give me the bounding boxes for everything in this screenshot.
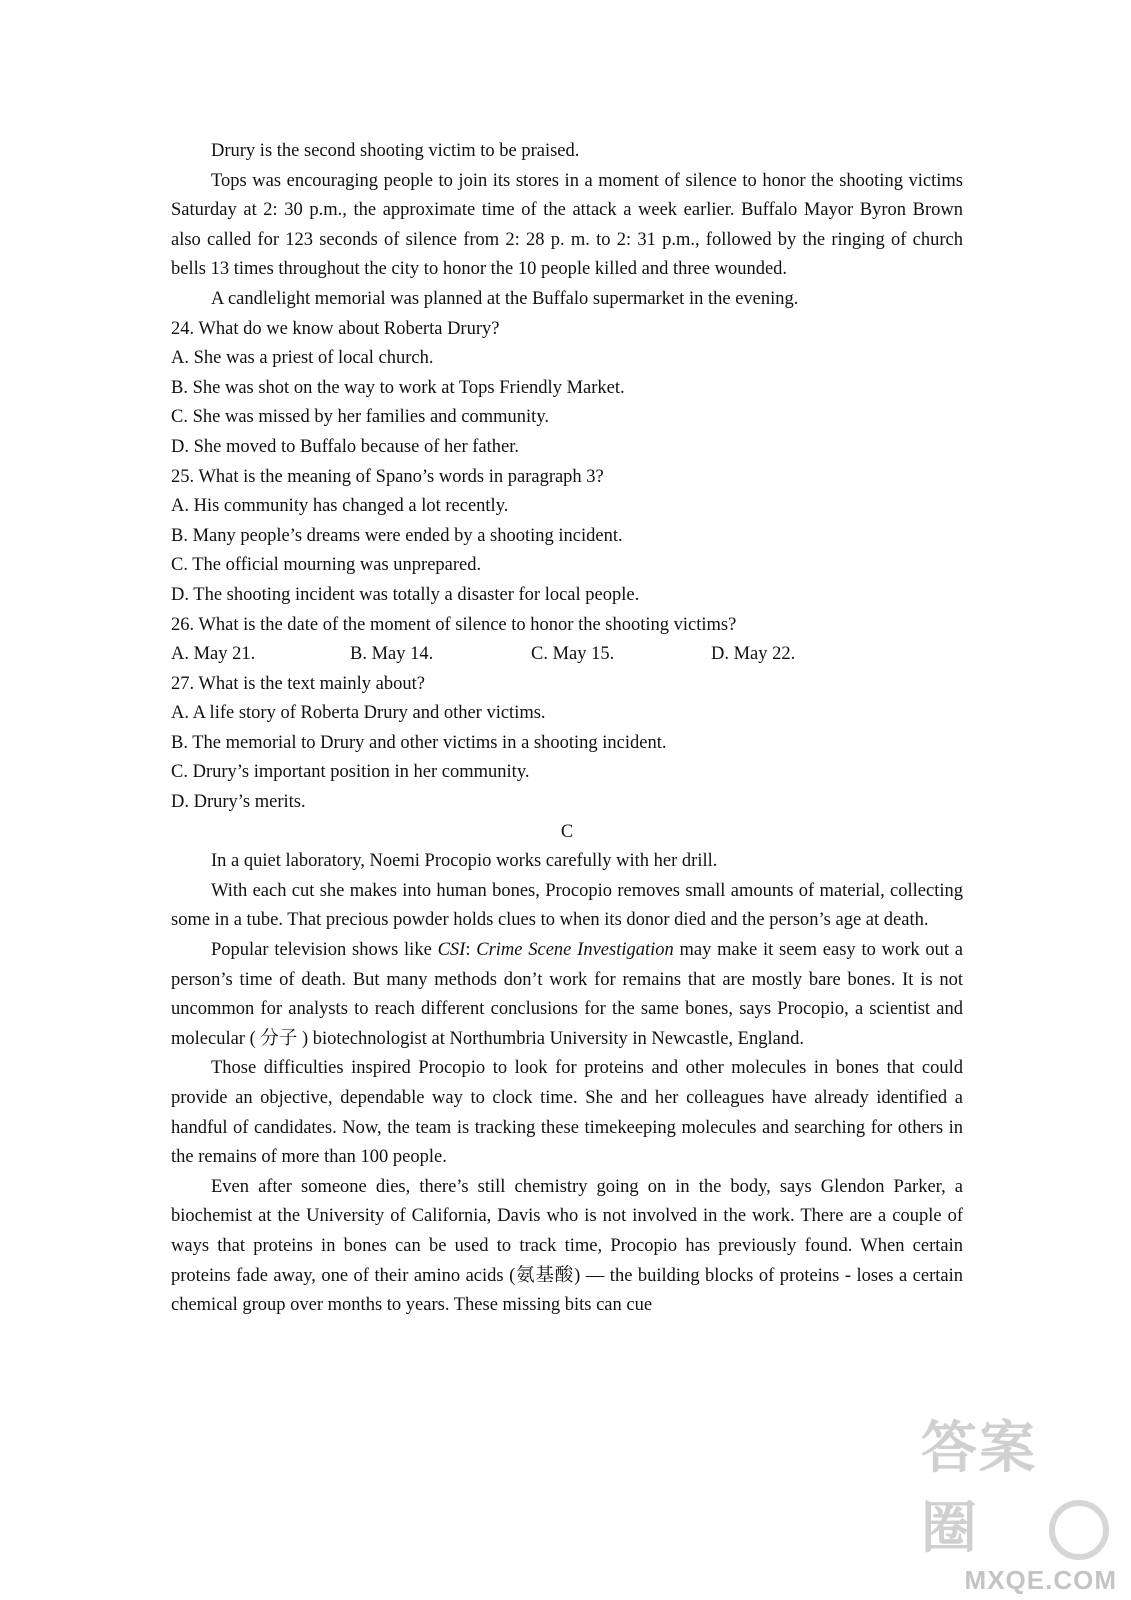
- option-a: A. May 21.: [171, 644, 256, 665]
- paragraph-difficulties: Those difficulties inspired Procopio to look for proteins and other molecules in bones that could provide an objective, dependable way to clock time. She and her colleagues have already identified a handful of candidates. Now, the team is tracking these timekeeping molecules and searching for others in the remains of more than 100 people.: [171, 1058, 963, 1168]
- section-heading-c: C: [560, 821, 574, 842]
- option-b: B. May 14.: [350, 644, 434, 665]
- document-page: [171, 137, 963, 1321]
- show-title-csi: CSI: [437, 940, 466, 961]
- watermark-logo: [921, 1416, 1131, 1600]
- option-c: C. May 15.: [531, 644, 615, 665]
- text-segment: :: [465, 940, 477, 961]
- paragraph-drury-praised: Drury is the second shooting victim to be praised.: [211, 141, 580, 161]
- watermark-chinese-text: 答案圈: [921, 1416, 1037, 1561]
- paragraph-chemistry: Even after someone dies, there’s still chemistry going on in the body, says Glendon Parker, a biochemist at the University of California, Davis who is not involved in the work. There are a couple of ways that proteins in bones can be used to track time, Procopio has previously found. When certain proteins fade away, one of their amino acids (氨基酸) — the building blocks of proteins - loses a certain chemical group over months to years. These missing bits can cue: [171, 1176, 963, 1316]
- option-c: C. The official mourning was unprepared.: [171, 555, 482, 576]
- question-27: [171, 670, 963, 818]
- option-b: B. Many people’s dreams were ended by a shooting incident.: [171, 525, 623, 546]
- option-b: B. The memorial to Drury and other victims in a shooting incident.: [171, 732, 667, 753]
- option-a: A. She was a priest of local church.: [171, 348, 434, 369]
- paragraph-bone-cuts: With each cut she makes into human bones, Procopio removes small amounts of material, collecting some in a tube. That precious powder holds clues to when its donor died and the person’s age at death.: [171, 880, 963, 931]
- paragraph-candlelight-memorial: A candlelight memorial was planned at the Buffalo supermarket in the evening.: [211, 288, 799, 309]
- option-d: D. The shooting incident was totally a disaster for local people.: [171, 584, 640, 605]
- question-stem: 27. What is the text mainly about?: [171, 673, 425, 694]
- options-row: [171, 640, 963, 670]
- question-24: [171, 315, 963, 463]
- option-d: D. She moved to Buffalo because of her father.: [171, 436, 519, 457]
- option-a: A. A life story of Roberta Drury and other victims.: [171, 703, 546, 724]
- option-d: D. Drury’s merits.: [171, 792, 306, 813]
- option-c: C. She was missed by her families and community.: [171, 407, 549, 428]
- option-a: A. His community has changed a lot recently.: [171, 496, 509, 517]
- question-stem: 26. What is the date of the moment of silence to honor the shooting victims?: [171, 614, 737, 635]
- text-segment: may make it seem easy to work out a person’s time of death. But many methods don’t work for remains that are mostly bare bones. It is not uncommon for analysts to reach different conclusions for the same bones, says Procopio, a scientist and molecular ( 分子 ) biotechnologist at Northumbria University in Newcastle, England.: [171, 940, 964, 1049]
- show-title-crime-scene: Crime Scene Investigation: [476, 940, 674, 961]
- option-b: B. She was shot on the way to work at Tops Friendly Market.: [171, 377, 625, 398]
- text-segment: Popular television shows like: [211, 940, 438, 961]
- paragraph-moment-of-silence: Tops was encouraging people to join its stores in a moment of silence to honor the shooting victims Saturday at 2: 30 p.m., the approximate time of the attack a week earlier. Buffalo Mayor Byron Brown also called for 123 seconds of silence from 2: 28 p. m. to 2: 31 p.m., followed by the ringing of church bells 13 times throughout the city to honor the 10 people killed and three wounded.: [171, 170, 963, 280]
- paragraph-csi: [171, 936, 963, 1054]
- paragraph-laboratory: In a quiet laboratory, Noemi Procopio works carefully with her drill.: [211, 851, 718, 872]
- question-26: [171, 611, 963, 670]
- watermark-domain-text: MXQE.COM: [964, 1565, 1117, 1595]
- option-c: C. Drury’s important position in her community.: [171, 762, 530, 783]
- question-25: [171, 463, 963, 611]
- question-stem: 25. What is the meaning of Spano’s words in paragraph 3?: [171, 466, 604, 487]
- question-stem: 24. What do we know about Roberta Drury?: [171, 318, 500, 339]
- option-d: D. May 22.: [711, 644, 796, 665]
